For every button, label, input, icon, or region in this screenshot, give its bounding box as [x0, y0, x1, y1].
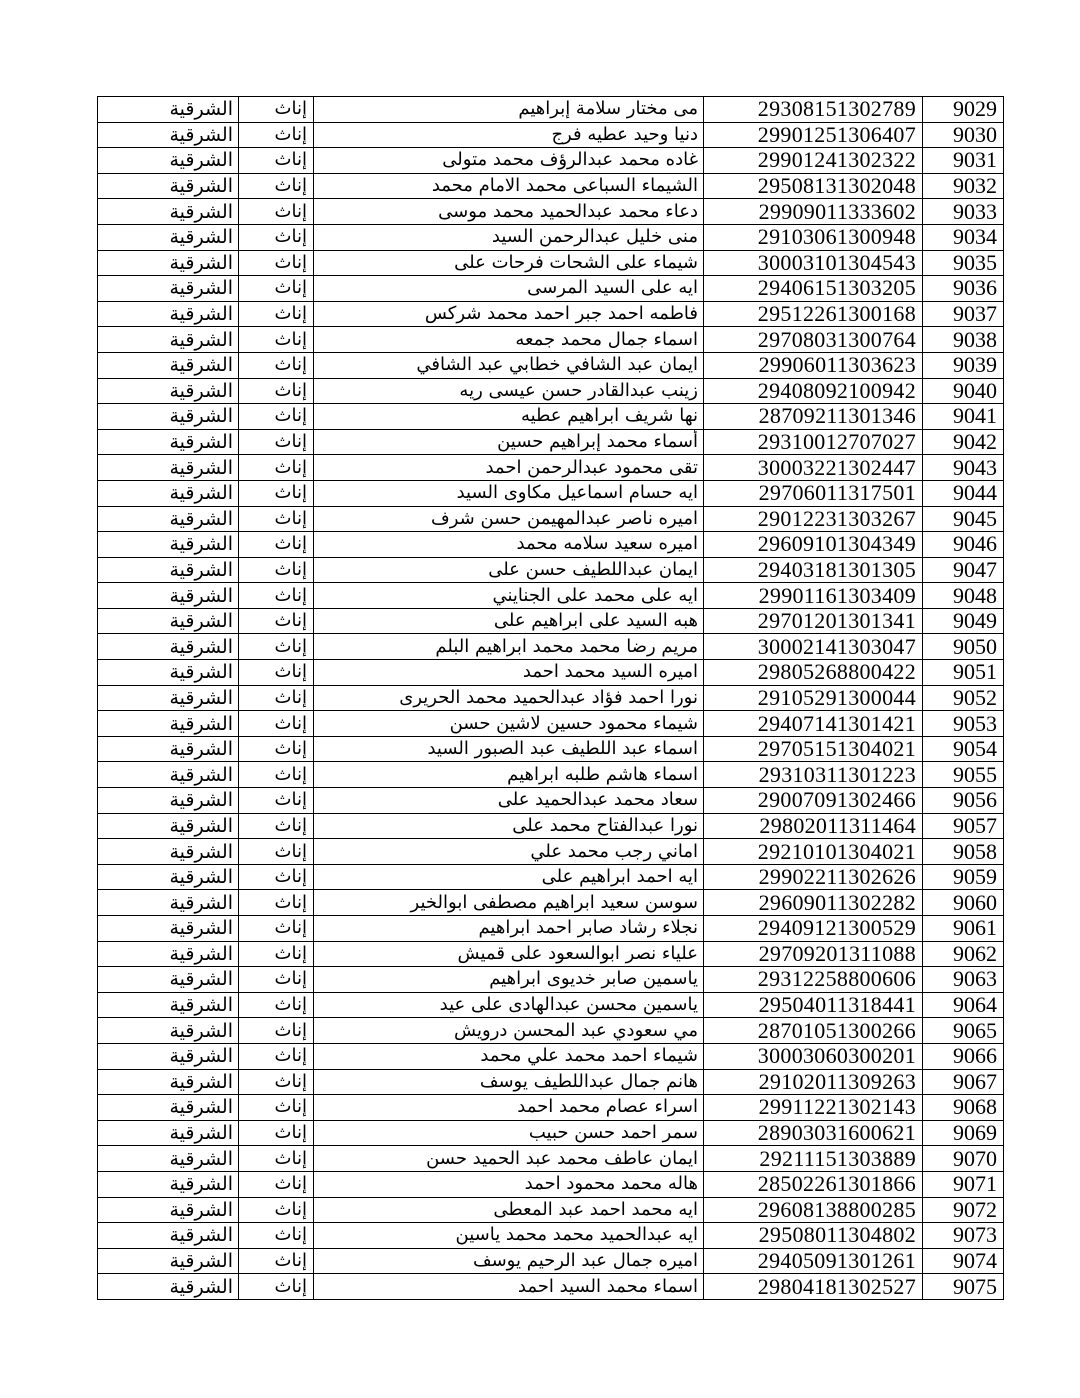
- governorate-cell: الشرقية: [98, 634, 239, 660]
- name-cell: غاده محمد عبدالرؤف محمد متولى: [314, 148, 704, 174]
- governorate-cell: الشرقية: [98, 506, 239, 532]
- table-row: [98, 1197, 1004, 1223]
- serial-number-cell: 9042: [923, 429, 1004, 455]
- governorate-cell: الشرقية: [98, 1274, 239, 1300]
- gender-cell: إناث: [239, 941, 314, 967]
- name-cell: ياسمين محسن عبدالهادى على عيد: [314, 992, 704, 1018]
- name-cell: نورا عبدالفتاح محمد على: [314, 813, 704, 839]
- name-cell: سوسن سعيد ابراهيم مصطفى ابوالخير: [314, 890, 704, 916]
- serial-number-cell: 9060: [923, 890, 1004, 916]
- gender-cell: إناث: [239, 711, 314, 737]
- table-row: [98, 992, 1004, 1018]
- serial-number-cell: 9048: [923, 583, 1004, 609]
- governorate-cell: الشرقية: [98, 224, 239, 250]
- name-cell: اميره السيد محمد احمد: [314, 660, 704, 686]
- national-id-cell: 29705151304021: [704, 736, 923, 762]
- table-row: [98, 532, 1004, 558]
- national-id-cell: 29405091301261: [704, 1248, 923, 1274]
- table-row: [98, 276, 1004, 302]
- serial-number-cell: 9067: [923, 1069, 1004, 1095]
- national-id-cell: 29508011304802: [704, 1223, 923, 1249]
- governorate-cell: الشرقية: [98, 250, 239, 276]
- table-row: [98, 173, 1004, 199]
- national-id-cell: 29508131302048: [704, 173, 923, 199]
- serial-number-cell: 9029: [923, 97, 1004, 123]
- governorate-cell: الشرقية: [98, 1069, 239, 1095]
- serial-number-cell: 9053: [923, 711, 1004, 737]
- governorate-cell: الشرقية: [98, 1223, 239, 1249]
- national-id-cell: 29210101304021: [704, 839, 923, 865]
- national-id-cell: 28903031600621: [704, 1120, 923, 1146]
- name-cell: ايه على السيد المرسى: [314, 276, 704, 302]
- table-row: [98, 404, 1004, 430]
- national-id-cell: 29609011302282: [704, 890, 923, 916]
- table-row: [98, 301, 1004, 327]
- governorate-cell: الشرقية: [98, 1171, 239, 1197]
- gender-cell: إناث: [239, 506, 314, 532]
- serial-number-cell: 9064: [923, 992, 1004, 1018]
- gender-cell: إناث: [239, 634, 314, 660]
- table-row: [98, 711, 1004, 737]
- table-row: [98, 967, 1004, 993]
- serial-number-cell: 9044: [923, 480, 1004, 506]
- national-id-cell: 29709201311088: [704, 941, 923, 967]
- national-id-cell: 29403181301305: [704, 557, 923, 583]
- name-cell: ايمان عبد الشافي خطابي عبد الشافي: [314, 352, 704, 378]
- serial-number-cell: 9069: [923, 1120, 1004, 1146]
- gender-cell: إناث: [239, 1018, 314, 1044]
- name-cell: مي سعودي عبد المحسن درويش: [314, 1018, 704, 1044]
- name-cell: مريم رضا محمد محمد ابراهيم البلم: [314, 634, 704, 660]
- name-cell: ايمان عبداللطيف حسن على: [314, 557, 704, 583]
- table-row: [98, 1274, 1004, 1300]
- gender-cell: إناث: [239, 736, 314, 762]
- table-row: [98, 224, 1004, 250]
- gender-cell: إناث: [239, 429, 314, 455]
- national-id-cell: 29804181302527: [704, 1274, 923, 1300]
- records-table-body: [98, 97, 1004, 1300]
- table-row: [98, 352, 1004, 378]
- national-id-cell: 30003101304543: [704, 250, 923, 276]
- name-cell: ايه احمد ابراهيم على: [314, 864, 704, 890]
- gender-cell: إناث: [239, 583, 314, 609]
- gender-cell: إناث: [239, 1171, 314, 1197]
- national-id-cell: 29308151302789: [704, 97, 923, 123]
- gender-cell: إناث: [239, 839, 314, 865]
- gender-cell: إناث: [239, 224, 314, 250]
- gender-cell: إناث: [239, 813, 314, 839]
- name-cell: اسراء عصام محمد احمد: [314, 1095, 704, 1121]
- name-cell: تقى محمود عبدالرحمن احمد: [314, 455, 704, 481]
- governorate-cell: الشرقية: [98, 583, 239, 609]
- national-id-cell: 29504011318441: [704, 992, 923, 1018]
- national-id-cell: 29007091302466: [704, 788, 923, 814]
- gender-cell: إناث: [239, 660, 314, 686]
- serial-number-cell: 9054: [923, 736, 1004, 762]
- governorate-cell: الشرقية: [98, 557, 239, 583]
- national-id-cell: 29909011333602: [704, 199, 923, 225]
- table-row: [98, 1095, 1004, 1121]
- governorate-cell: الشرقية: [98, 890, 239, 916]
- governorate-cell: الشرقية: [98, 122, 239, 148]
- serial-number-cell: 9063: [923, 967, 1004, 993]
- governorate-cell: الشرقية: [98, 1146, 239, 1172]
- national-id-cell: 28709211301346: [704, 404, 923, 430]
- national-id-cell: 29901251306407: [704, 122, 923, 148]
- table-row: [98, 1248, 1004, 1274]
- table-row: [98, 122, 1004, 148]
- serial-number-cell: 9058: [923, 839, 1004, 865]
- gender-cell: إناث: [239, 455, 314, 481]
- table-row: [98, 250, 1004, 276]
- national-id-cell: 29211151303889: [704, 1146, 923, 1172]
- serial-number-cell: 9070: [923, 1146, 1004, 1172]
- governorate-cell: الشرقية: [98, 1018, 239, 1044]
- gender-cell: إناث: [239, 1223, 314, 1249]
- serial-number-cell: 9066: [923, 1043, 1004, 1069]
- table-row: [98, 890, 1004, 916]
- national-id-cell: 29012231303267: [704, 506, 923, 532]
- name-cell: زينب عبدالقادر حسن عيسى ريه: [314, 378, 704, 404]
- governorate-cell: الشرقية: [98, 1197, 239, 1223]
- gender-cell: إناث: [239, 788, 314, 814]
- name-cell: ايه محمد احمد عبد المعطى: [314, 1197, 704, 1223]
- gender-cell: إناث: [239, 762, 314, 788]
- table-row: [98, 506, 1004, 532]
- table-row: [98, 557, 1004, 583]
- name-cell: اميره سعيد سلامه محمد: [314, 532, 704, 558]
- serial-number-cell: 9075: [923, 1274, 1004, 1300]
- serial-number-cell: 9059: [923, 864, 1004, 890]
- table-row: [98, 813, 1004, 839]
- national-id-cell: 29701201301341: [704, 608, 923, 634]
- gender-cell: إناث: [239, 967, 314, 993]
- national-id-cell: 29409121300529: [704, 916, 923, 942]
- table-row: [98, 685, 1004, 711]
- name-cell: اماني رجب محمد علي: [314, 839, 704, 865]
- table-row: [98, 941, 1004, 967]
- national-id-cell: 29407141301421: [704, 711, 923, 737]
- name-cell: سمر احمد حسن حبيب: [314, 1120, 704, 1146]
- gender-cell: إناث: [239, 480, 314, 506]
- national-id-cell: 29802011311464: [704, 813, 923, 839]
- national-id-cell: 29805268800422: [704, 660, 923, 686]
- national-id-cell: 29103061300948: [704, 224, 923, 250]
- table-row: [98, 455, 1004, 481]
- governorate-cell: الشرقية: [98, 378, 239, 404]
- table-row: [98, 1069, 1004, 1095]
- serial-number-cell: 9056: [923, 788, 1004, 814]
- governorate-cell: الشرقية: [98, 992, 239, 1018]
- governorate-cell: الشرقية: [98, 1120, 239, 1146]
- governorate-cell: الشرقية: [98, 813, 239, 839]
- gender-cell: إناث: [239, 276, 314, 302]
- gender-cell: إناث: [239, 1043, 314, 1069]
- gender-cell: إناث: [239, 992, 314, 1018]
- gender-cell: إناث: [239, 301, 314, 327]
- serial-number-cell: 9073: [923, 1223, 1004, 1249]
- national-id-cell: 30002141303047: [704, 634, 923, 660]
- serial-number-cell: 9036: [923, 276, 1004, 302]
- serial-number-cell: 9039: [923, 352, 1004, 378]
- governorate-cell: الشرقية: [98, 173, 239, 199]
- national-id-cell: 29901161303409: [704, 583, 923, 609]
- governorate-cell: الشرقية: [98, 711, 239, 737]
- serial-number-cell: 9045: [923, 506, 1004, 532]
- gender-cell: إناث: [239, 1197, 314, 1223]
- governorate-cell: الشرقية: [98, 480, 239, 506]
- table-row: [98, 788, 1004, 814]
- name-cell: فاطمه احمد جبر احمد محمد شركس: [314, 301, 704, 327]
- governorate-cell: الشرقية: [98, 199, 239, 225]
- name-cell: منى خليل عبدالرحمن السيد: [314, 224, 704, 250]
- table-row: [98, 480, 1004, 506]
- name-cell: اميره ناصر عبدالمهيمن حسن شرف: [314, 506, 704, 532]
- governorate-cell: الشرقية: [98, 1248, 239, 1274]
- table-row: [98, 1171, 1004, 1197]
- name-cell: شيماء على الشحات فرحات على: [314, 250, 704, 276]
- gender-cell: إناث: [239, 557, 314, 583]
- serial-number-cell: 9051: [923, 660, 1004, 686]
- national-id-cell: 29512261300168: [704, 301, 923, 327]
- serial-number-cell: 9033: [923, 199, 1004, 225]
- serial-number-cell: 9035: [923, 250, 1004, 276]
- table-row: [98, 1146, 1004, 1172]
- name-cell: نها شريف ابراهيم عطيه: [314, 404, 704, 430]
- table-row: [98, 660, 1004, 686]
- name-cell: الشيماء السباعى محمد الامام محمد: [314, 173, 704, 199]
- serial-number-cell: 9046: [923, 532, 1004, 558]
- table-row: [98, 97, 1004, 123]
- serial-number-cell: 9041: [923, 404, 1004, 430]
- serial-number-cell: 9072: [923, 1197, 1004, 1223]
- national-id-cell: 30003221302447: [704, 455, 923, 481]
- national-id-cell: 29102011309263: [704, 1069, 923, 1095]
- gender-cell: إناث: [239, 890, 314, 916]
- governorate-cell: الشرقية: [98, 301, 239, 327]
- gender-cell: إناث: [239, 199, 314, 225]
- table-row: [98, 608, 1004, 634]
- name-cell: دنيا وحيد عطيه فرج: [314, 122, 704, 148]
- national-id-cell: 29310012707027: [704, 429, 923, 455]
- governorate-cell: الشرقية: [98, 839, 239, 865]
- name-cell: أسماء محمد إبراهيم حسين: [314, 429, 704, 455]
- gender-cell: إناث: [239, 122, 314, 148]
- name-cell: هانم جمال عبداللطيف يوسف: [314, 1069, 704, 1095]
- gender-cell: إناث: [239, 378, 314, 404]
- gender-cell: إناث: [239, 916, 314, 942]
- governorate-cell: الشرقية: [98, 1095, 239, 1121]
- name-cell: اسماء هاشم طلبه ابراهيم: [314, 762, 704, 788]
- table-row: [98, 148, 1004, 174]
- national-id-cell: 29608138800285: [704, 1197, 923, 1223]
- gender-cell: إناث: [239, 1069, 314, 1095]
- governorate-cell: الشرقية: [98, 429, 239, 455]
- serial-number-cell: 9037: [923, 301, 1004, 327]
- national-id-cell: 29902211302626: [704, 864, 923, 890]
- gender-cell: إناث: [239, 1146, 314, 1172]
- national-id-cell: 28502261301866: [704, 1171, 923, 1197]
- national-id-cell: 29706011317501: [704, 480, 923, 506]
- governorate-cell: الشرقية: [98, 608, 239, 634]
- gender-cell: إناث: [239, 1095, 314, 1121]
- name-cell: سعاد محمد عبدالحميد على: [314, 788, 704, 814]
- name-cell: نجلاء رشاد صابر احمد ابراهيم: [314, 916, 704, 942]
- gender-cell: إناث: [239, 250, 314, 276]
- name-cell: اسماء محمد السيد احمد: [314, 1274, 704, 1300]
- name-cell: ايمان عاطف محمد عبد الحميد حسن: [314, 1146, 704, 1172]
- gender-cell: إناث: [239, 97, 314, 123]
- serial-number-cell: 9068: [923, 1095, 1004, 1121]
- gender-cell: إناث: [239, 532, 314, 558]
- table-row: [98, 762, 1004, 788]
- table-row: [98, 199, 1004, 225]
- name-cell: مى مختار سلامة إبراهيم: [314, 97, 704, 123]
- governorate-cell: الشرقية: [98, 660, 239, 686]
- serial-number-cell: 9043: [923, 455, 1004, 481]
- table-row: [98, 583, 1004, 609]
- serial-number-cell: 9055: [923, 762, 1004, 788]
- name-cell: دعاء محمد عبدالحميد محمد موسى: [314, 199, 704, 225]
- name-cell: شيماء محمود حسين لاشين حسن: [314, 711, 704, 737]
- serial-number-cell: 9057: [923, 813, 1004, 839]
- governorate-cell: الشرقية: [98, 941, 239, 967]
- table-row: [98, 429, 1004, 455]
- gender-cell: إناث: [239, 404, 314, 430]
- governorate-cell: الشرقية: [98, 404, 239, 430]
- gender-cell: إناث: [239, 1248, 314, 1274]
- national-id-cell: 29408092100942: [704, 378, 923, 404]
- table-row: [98, 378, 1004, 404]
- national-id-cell: 30003060300201: [704, 1043, 923, 1069]
- serial-number-cell: 9052: [923, 685, 1004, 711]
- national-id-cell: 29310311301223: [704, 762, 923, 788]
- name-cell: شيماء احمد محمد علي محمد: [314, 1043, 704, 1069]
- national-id-cell: 29312258800606: [704, 967, 923, 993]
- governorate-cell: الشرقية: [98, 276, 239, 302]
- records-table: [97, 96, 1004, 1300]
- national-id-cell: 29406151303205: [704, 276, 923, 302]
- serial-number-cell: 9032: [923, 173, 1004, 199]
- name-cell: هاله محمد محمود احمد: [314, 1171, 704, 1197]
- gender-cell: إناث: [239, 327, 314, 353]
- national-id-cell: 29708031300764: [704, 327, 923, 353]
- gender-cell: إناث: [239, 148, 314, 174]
- table-row: [98, 634, 1004, 660]
- serial-number-cell: 9074: [923, 1248, 1004, 1274]
- table-row: [98, 1018, 1004, 1044]
- serial-number-cell: 9040: [923, 378, 1004, 404]
- serial-number-cell: 9034: [923, 224, 1004, 250]
- national-id-cell: 29911221302143: [704, 1095, 923, 1121]
- governorate-cell: الشرقية: [98, 327, 239, 353]
- national-id-cell: 29105291300044: [704, 685, 923, 711]
- governorate-cell: الشرقية: [98, 762, 239, 788]
- name-cell: نورا احمد فؤاد عبدالحميد محمد الحريرى: [314, 685, 704, 711]
- national-id-cell: 29609101304349: [704, 532, 923, 558]
- national-id-cell: 28701051300266: [704, 1018, 923, 1044]
- serial-number-cell: 9038: [923, 327, 1004, 353]
- governorate-cell: الشرقية: [98, 864, 239, 890]
- gender-cell: إناث: [239, 1120, 314, 1146]
- serial-number-cell: 9049: [923, 608, 1004, 634]
- governorate-cell: الشرقية: [98, 97, 239, 123]
- governorate-cell: الشرقية: [98, 916, 239, 942]
- name-cell: علياء نصر ابوالسعود على قميش: [314, 941, 704, 967]
- governorate-cell: الشرقية: [98, 736, 239, 762]
- table-row: [98, 1223, 1004, 1249]
- governorate-cell: الشرقية: [98, 532, 239, 558]
- table-row: [98, 864, 1004, 890]
- serial-number-cell: 9065: [923, 1018, 1004, 1044]
- national-id-cell: 29906011303623: [704, 352, 923, 378]
- governorate-cell: الشرقية: [98, 685, 239, 711]
- name-cell: ايه عبدالحميد محمد محمد ياسين: [314, 1223, 704, 1249]
- table-row: [98, 1120, 1004, 1146]
- governorate-cell: الشرقية: [98, 148, 239, 174]
- table-row: [98, 736, 1004, 762]
- gender-cell: إناث: [239, 173, 314, 199]
- governorate-cell: الشرقية: [98, 1043, 239, 1069]
- table-row: [98, 327, 1004, 353]
- governorate-cell: الشرقية: [98, 455, 239, 481]
- serial-number-cell: 9031: [923, 148, 1004, 174]
- name-cell: اسماء جمال محمد جمعه: [314, 327, 704, 353]
- gender-cell: إناث: [239, 352, 314, 378]
- name-cell: اسماء عبد اللطيف عبد الصبور السيد: [314, 736, 704, 762]
- name-cell: ايه على محمد على الجنايني: [314, 583, 704, 609]
- table-row: [98, 1043, 1004, 1069]
- serial-number-cell: 9030: [923, 122, 1004, 148]
- serial-number-cell: 9062: [923, 941, 1004, 967]
- gender-cell: إناث: [239, 685, 314, 711]
- name-cell: اميره جمال عبد الرحيم يوسف: [314, 1248, 704, 1274]
- serial-number-cell: 9050: [923, 634, 1004, 660]
- gender-cell: إناث: [239, 608, 314, 634]
- serial-number-cell: 9071: [923, 1171, 1004, 1197]
- serial-number-cell: 9047: [923, 557, 1004, 583]
- gender-cell: إناث: [239, 864, 314, 890]
- table-row: [98, 839, 1004, 865]
- governorate-cell: الشرقية: [98, 967, 239, 993]
- name-cell: هبه السيد على ابراهيم على: [314, 608, 704, 634]
- gender-cell: إناث: [239, 1274, 314, 1300]
- governorate-cell: الشرقية: [98, 352, 239, 378]
- name-cell: ايه حسام اسماعيل مكاوى السيد: [314, 480, 704, 506]
- table-row: [98, 916, 1004, 942]
- serial-number-cell: 9061: [923, 916, 1004, 942]
- national-id-cell: 29901241302322: [704, 148, 923, 174]
- governorate-cell: الشرقية: [98, 788, 239, 814]
- name-cell: ياسمين صابر خديوى ابراهيم: [314, 967, 704, 993]
